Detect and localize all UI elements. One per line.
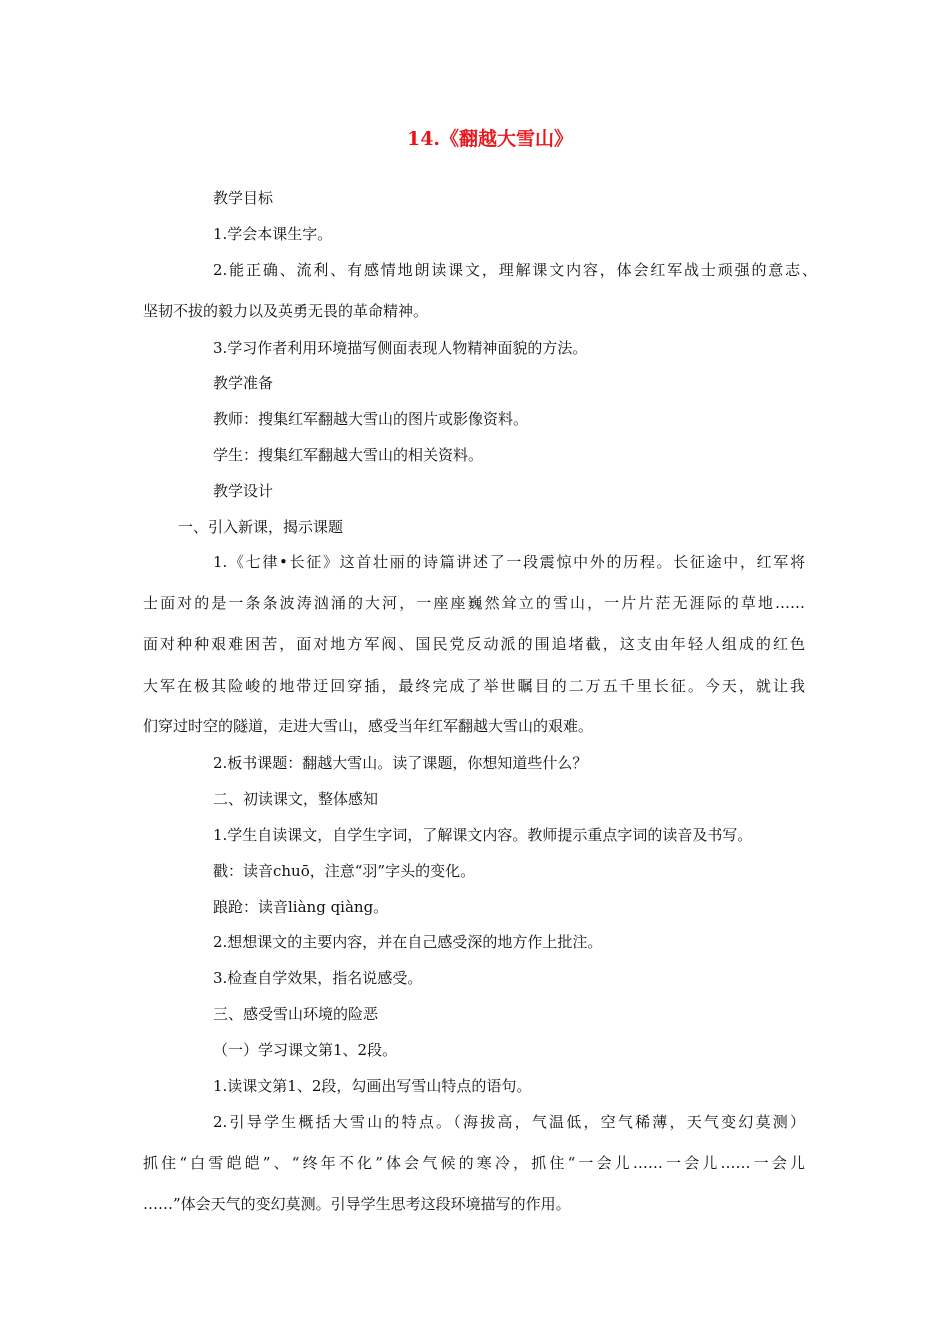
study-step-1: 1.读课文第1、2段，勾画出写雪山特点的语句。 [213, 1077, 532, 1095]
goal-item-1: 1.学会本课生字。 [213, 225, 333, 243]
section-heading-3: 三、感受雪山环境的险恶 [213, 1005, 379, 1023]
section-heading-1: 一、引入新课，揭示课题 [178, 518, 344, 536]
para-1-line-5: 们穿过时空的隧道，走进大雪山，感受当年红军翻越大雪山的艰难。 [143, 717, 594, 735]
prep-student: 学生：搜集红军翻越大雪山的相关资料。 [213, 446, 484, 464]
para-2: 2.板书课题：翻越大雪山。读了课题，你想知道些什么？ [213, 754, 588, 772]
word-note-chuo: 戳：读音chuō，注意“羽”字头的变化。 [213, 862, 476, 880]
read-step-2: 2.想想课文的主要内容，并在自己感受深的地方作上批注。 [213, 933, 603, 951]
read-step-1: 1.学生自读课文，自学生字词，了解课文内容。教师提示重点字词的读音及书写。 [213, 826, 753, 844]
document-title: 14.《翻越大雪山》 [406, 128, 574, 150]
goal-item-2-cont: 坚韧不拔的毅力以及英勇无畏的革命精神。 [143, 302, 429, 320]
para-1-line-3: 面对种种艰难困苦，面对地方军阀、国民党反动派的围追堵截，这支由年轻人组成的红色 [143, 635, 805, 653]
word-note-liangqiang: 踉跄：读音liàng qiàng。 [213, 898, 389, 916]
subsection-heading-1: （一）学习课文第1、2段。 [213, 1041, 398, 1059]
goal-item-2: 2.能正确、流利、有感情地朗读课文，理解课文内容，体会红军战士顽强的意志、 [213, 261, 817, 279]
para-1-line-4: 大军在极其险峻的地带迂回穿插，最终完成了举世瞩目的二万五千里长征。今天，就让我 [143, 677, 805, 695]
study-step-2-cont-2: ……”体会天气的变幻莫测。引导学生思考这段环境描写的作用。 [143, 1195, 571, 1213]
study-step-2: 2.引导学生概括大雪山的特点。（海拔高，气温低，空气稀薄，天气变幻莫测） [213, 1113, 805, 1131]
para-1-line-1: 1.《七律•长征》这首壮丽的诗篇讲述了一段震惊中外的历程。长征途中，红军将 [213, 553, 805, 571]
read-step-3: 3.检查自学效果，指名说感受。 [213, 969, 423, 987]
heading-teaching-design: 教学设计 [213, 482, 274, 500]
study-step-2-cont-1: 抓住“白雪皑皑”、“终年不化”体会气候的寒冷，抓住“一会儿……一会儿……一会儿 [143, 1154, 805, 1172]
para-1-line-2: 士面对的是一条条波涛汹涌的大河，一座座巍然耸立的雪山，一片片茫无涯际的草地…… [143, 594, 805, 612]
goal-item-3: 3.学习作者利用环境描写侧面表现人物精神面貌的方法。 [213, 339, 588, 357]
section-heading-2: 二、初读课文，整体感知 [213, 790, 379, 808]
heading-teaching-goals: 教学目标 [213, 189, 274, 207]
prep-teacher: 教师：搜集红军翻越大雪山的图片或影像资料。 [213, 410, 529, 428]
heading-teaching-prep: 教学准备 [213, 374, 274, 392]
